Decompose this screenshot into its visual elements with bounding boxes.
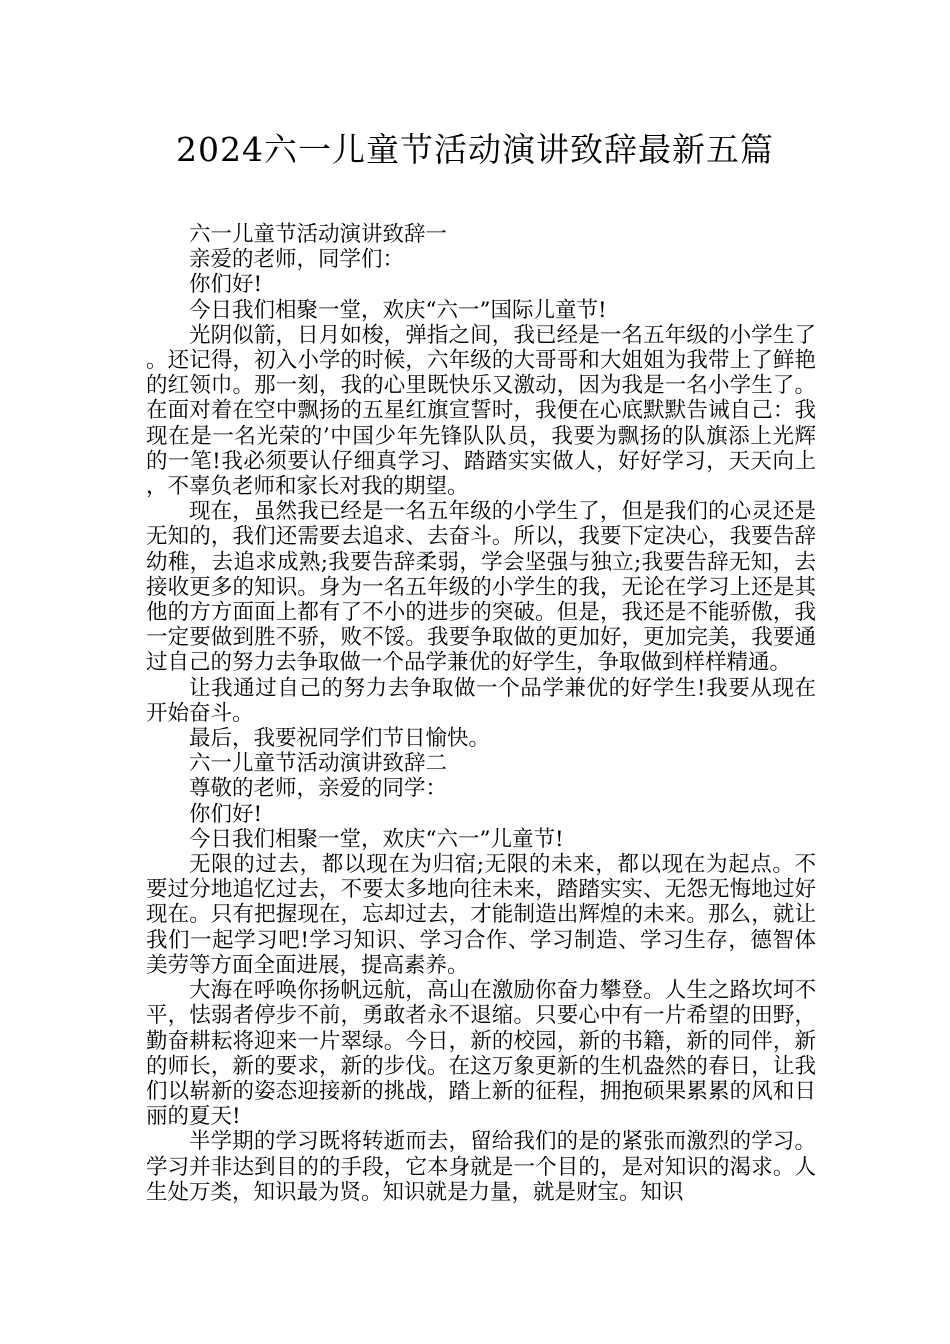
salutation: 亲爱的老师，同学们： bbox=[189, 247, 405, 273]
paragraph: 今日我们相聚一堂，欢庆“六一”儿童节! bbox=[189, 826, 564, 852]
paragraph: 最后，我要祝同学们节日愉快。 bbox=[189, 726, 491, 752]
paragraph: 大海在呼唤你扬帆远航，高山在激励你奋力攀登。人生之路坎坷不平，怯弱者停步不前，勇敢者永不退缩。只要心中有一片希望的田野，勤奋耕耘将迎来一片翠绿。今日，新的校园，新的书籍，新的同伴，新的师长，新的要求，新的步伐。在这万象更新的生机盎然的春日，让我们以崭新的姿态迎接新的挑战，踏上新的征程，拥抱硕果累累的风和日丽的夏天! bbox=[146, 978, 816, 1130]
greeting: 你们好! bbox=[189, 272, 263, 298]
document-body bbox=[146, 222, 816, 1205]
paragraph: 光阴似箭，日月如梭，弹指之间，我已经是一名五年级的小学生了。还记得，初入小学的时候，六年级的大哥哥和大姐姐为我带上了鲜艳的红领巾。那一刻，我的心里既快乐又激动，因为我是一名小学生了。在面对着在空中飘扬的五星红旗宣誓时，我便在心底默默告诫自己：我现在是一名光荣的’中国少年先锋队队员，我要为飘扬的队旗添上光辉的一笔!我必须要认仔细真学习、踏踏实实做人，好好学习，天天向上，不辜负老师和家长对我的期望。 bbox=[146, 322, 816, 500]
salutation: 尊敬的老师，亲爱的同学： bbox=[189, 776, 448, 802]
section-heading: 六一儿童节活动演讲致辞一 bbox=[189, 222, 448, 247]
paragraph: 无限的过去，都以现在为归宿;无限的未来，都以现在为起点。不要过分地追忆过去，不要太多地向往未来，踏踏实实、无怨无悔地过好现在。只有把握现在，忘却过去，才能制造出辉煌的未来。那么，就让我们一起学习吧!学习知识、学习合作、学习制造、学习生存，德智体美劳等方面全面进展，提高素养。 bbox=[146, 852, 816, 978]
paragraph: 今日我们相聚一堂，欢庆“六一”国际儿童节! bbox=[189, 297, 607, 323]
document-title: 2024六一儿童节活动演讲致辞最新五篇 bbox=[176, 130, 774, 169]
paragraph: 让我通过自己的努力去争取做一个品学兼优的好学生!我要从现在开始奋斗。 bbox=[146, 675, 816, 726]
paragraph: 半学期的学习既将转逝而去，留给我们的是的紧张而激烈的学习。学习并非达到目的的手段，它本身就是一个目的，是对知识的渴求。人生处万类，知识最为贤。知识就是力量，就是财宝。知识 bbox=[146, 1129, 816, 1205]
paragraph: 现在，虽然我已经是一名五年级的小学生了，但是我们的心灵还是无知的，我们还需要去追求、去奋斗。所以，我要下定决心，我要告辞幼稚，去追求成熟;我要告辞柔弱，学会坚强与独立;我要告辞无知，去接收更多的知识。身为一名五年级的小学生的我，无论在学习上还是其他的方方面面上都有了不小的进步的突破。但是，我还是不能骄傲，我一定要做到胜不骄，败不馁。我要争取做的更加好，更加完美，我要通过自己的努力去争取做一个品学兼优的好学生，争取做到样样精通。 bbox=[146, 499, 816, 676]
section-heading: 六一儿童节活动演讲致辞二 bbox=[189, 751, 448, 777]
greeting: 你们好! bbox=[189, 801, 263, 827]
